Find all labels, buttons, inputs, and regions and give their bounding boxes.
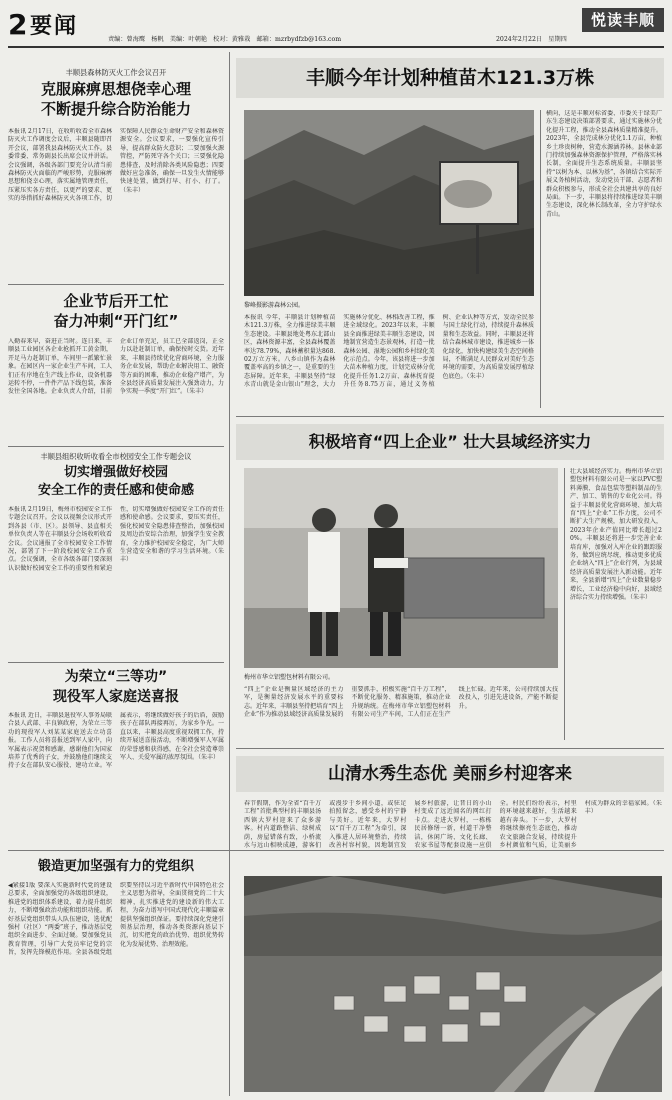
article-title: 现役军人家庭送喜报 bbox=[53, 689, 179, 705]
article-title: 安全工作的责任感和使命感 bbox=[37, 483, 194, 498]
article-title: 锻造更加坚强有力的党组织 bbox=[37, 859, 194, 874]
article-forest-fire bbox=[8, 68, 224, 278]
section-logo-text: 悦读丰顺 bbox=[590, 11, 655, 29]
section-name: 要闻 bbox=[30, 14, 79, 39]
village-story bbox=[236, 752, 664, 1094]
divider bbox=[236, 748, 664, 749]
divider bbox=[8, 662, 224, 663]
village-photo bbox=[244, 876, 662, 1092]
article-title: 不断提升综合防治能力 bbox=[40, 100, 191, 118]
divider bbox=[8, 446, 224, 447]
lead-story bbox=[236, 52, 664, 412]
village-aerial-illustration bbox=[244, 876, 662, 1092]
lead-headline: 丰顺今年计划种植苗木121.3万株 bbox=[236, 58, 664, 98]
article-party-building bbox=[8, 858, 224, 1094]
section-logo bbox=[582, 8, 664, 32]
lead-body: 本报讯 今年，丰顺县计划种植苗木121.3万株，全力推进绿美丰顺生态建设。丰顺县地处粤东北部山区，森林资源丰富，全县森林覆盖率达78.79%，森林蓄积量达868.02万立方米。八乡山镇作为森林覆盖率高的乡镇之一，是重要的生态屏障。近年来，丰顺县坚持“绿水青山就是金山银山”理念，大力实施林分优化、林相改善工程，推进全域绿化。2023年以来，丰顺县全面推进绿美丰顺生态建设，因地制宜营造生态景观林，打造一批森林公园、湿地公园和乡村绿化美化示范点。今年，该县将进一步加大苗木种植力度，计划完成林分优化提升任务1.2万亩、森林抚育提升任务8.75万亩，通过义务植树、企业认种等方式，发动全民参与国土绿化行动，持续提升森林质量和生态效益。同时，丰顺县还将结合森林城市建设，推进城乡一体化绿化，加快构建绿美生态空间格局，不断满足人民群众对美好生态环境的需要，为高质量发展厚植绿色底色。（朱丰） bbox=[244, 314, 534, 389]
article-military-family bbox=[8, 668, 224, 846]
article-body: 本报讯 近日，丰顺县退役军人事务局联合县人武部、丰良镇政府，为荣立三等功的现役军人刘某某家庭送去立功喜报。工作人员将喜报送到军人家中，向军属表示祝贺和感谢，感谢他们为国家培养了优秀的子女，并鼓励他们继续支持子女在部队安心服役、建功立业。军属表示，将继续做好孩子的后盾，鼓励孩子在部队再接再厉，为家乡争光。一直以来，丰顺县高度重视双拥工作，持续开展送喜报活动，不断增强军人军属的荣誉感和获得感，在全社会营造尊崇军人、关爱军属的浓厚氛围。（朱丰） bbox=[8, 712, 224, 770]
masthead bbox=[8, 8, 664, 48]
article-title: 奋力冲刺“开门红” bbox=[53, 312, 179, 330]
column-divider bbox=[540, 110, 541, 408]
feature-photo bbox=[244, 468, 558, 668]
masthead-rule bbox=[8, 46, 664, 48]
article-kicker: 丰顺县组织收听收看全市校园安全工作专题会议 bbox=[40, 452, 192, 461]
feature-headline: 积极培育“四上企业” 壮大县域经济实力 bbox=[236, 424, 664, 460]
article-school-safety bbox=[8, 452, 224, 658]
lead-side-body: 横向，这是丰顺对标省委、市委关于绿美广东生态建设决策部署要求，通过实施林分优化提升工程，推动全县森林质量精准提升。2023年，全县完成林分优化1.1万亩，种植乡土珍贵树种，营造水源涵养林。县林业部门持续加强森林资源保护管理，严格落实林长制，全面提升生态系统质量。丰顺县坚持“以树为本、以林为基”，各镇结合实际开展义务植树活动，发动党员干部、志愿者和群众积极参与，形成全社会共建共享的良好局面。下一步，丰顺县将持续推进绿美丰顺生态建设，深化林长制改革，全力守护绿水青山。 bbox=[546, 110, 662, 218]
lead-photo bbox=[244, 110, 534, 296]
mountain-photo-illustration bbox=[244, 110, 534, 296]
feature-side-body: 壮大县域经济实力。梅州市华立铝塑包材料有限公司是一家以PVC塑料薄膜、食品包装等塑料制品的生产、加工、销售的专业化公司。得益于丰顺县优化营商环境、加大培育“四上“企业”工作力度，公司不断扩大生产规模，加大研发投入，2023年企业产值同比增长超过20%。丰顺县还将进一步完善企业培育库，加强对入库企业的跟踪服务，做到应统尽统，推动更多优质企业纳入“四上”企业行列，为县域经济高质量发展注入新动能。近年来，全县新增“四上”企业数量稳步增长，工业经济稳中向好，县域经济综合实力持续增强。（朱丰） bbox=[570, 468, 662, 602]
article-title: 企业节后开工忙 bbox=[63, 292, 169, 310]
article-body: 本报讯 2月17日，在收听收看全市森林防灭火工作调度会议后，丰顺县随即召开会议，部署我县森林防灭火工作。县委常委、常务副县长出席会议并讲话。会议强调，各级各部门要充分认清当前森林防灭火面临的严峻形势，克服麻痹思想和侥幸心理，落实属地管理责任，压紧压实各方责任，以更严的要求、更实的举措抓好森林防灭火各项工作，切实保障人民群众生命财产安全和森林资源安全。会议要求，一要强化宣传引导，提高群众防火意识；二要加强火源管控，严防死守各个关口；三要强化隐患排查，及时消除各类风险隐患；四要做好应急准备，确保一旦发生火情能够快速处置，做到打早、打小、打了。（朱丰） bbox=[8, 128, 224, 203]
article-body: 本报讯 2月19日，梅州市校园安全工作专题会议召开。会议以视频会议形式开到各县（市、区）。县领导、县直相关单位负责人等在丰顺县分会场收听收看会议。会议通报了全市校园安全工作情况，部署了下一阶段校园安全工作重点。会议强调，全市各级各部门要深刻认识做好校园安全工作的重要性和紧迫性，切实增强做好校园安全工作的责任感和使命感。会议要求，要压实责任，强化校园安全隐患排查整治，加强校园及周边治安综合治理，加强学生安全教育，全力维护校园安全稳定，为广大师生营造安全和谐的学习生活环境。（朱丰） bbox=[8, 506, 224, 572]
column-divider bbox=[564, 468, 565, 740]
feature-photo-caption: 梅州市华立铝塑包材料有限公司。 bbox=[244, 674, 335, 681]
divider bbox=[8, 284, 224, 285]
feature-body: “四上”企业是衡量区域经济的主力军，是衡量经济发展水平的重要标志。近年来，丰顺县坚持把培育“四上企业”作为推动县域经济高质量发展的重要抓手，积极实施“百千万工程”，不断优化服务、精准施策，推动企业升规纳统。在梅州市华立铝塑包材料有限公司生产车间，工人们正在生产线上忙碌。近年来，公司持续加大技改投入，引进先进设备，产能不断提升。 bbox=[244, 686, 558, 719]
article-title: 切实增强做好校园 bbox=[63, 465, 168, 480]
article-body: 入勤春来早，奋进正当时。连日来，丰顺县工业园区各企业抢抓开工黄金期，开足马力赶制订单，车间里一派繁忙景象。在园区内一家企业生产车间，工人们正有序地在生产线上作业，设备机器运转不停，一件件产品下线包装，准备发往全国各地。企业负责人介绍，目前企业订单充足，员工已全部返岗，正全力以赴赶制订单，确保按时交货。近年来，丰顺县持续优化营商环境，全力服务企业发展，帮助企业解决用工、融资等方面的困难，推动企业稳产增产，为全县经济高质量发展注入强劲动力，力争实现一季度“开门红”。（朱丰） bbox=[8, 338, 224, 396]
village-headline: 山清水秀生态优 美丽乡村迎客来 bbox=[236, 756, 664, 792]
factory-photo-illustration bbox=[244, 468, 558, 668]
column-divider bbox=[229, 52, 230, 1096]
lead-photo-caption: 黎峰摄影游森林公园。 bbox=[244, 302, 305, 309]
page-number: 2 bbox=[8, 8, 28, 41]
article-title: 克服麻痹思想侥幸心理 bbox=[40, 80, 191, 98]
editor-line: 责编：曾海鹰 杨帆 美编：叶朝艳 校对：黄雅栽 邮箱：mzrbydfzb@163.com bbox=[108, 36, 342, 43]
village-body: 春节假期，作为全省“百千万工程”首批典型村的丰顺县汤西镇大罗村迎来了众多游客。村内道路整洁、绿树成荫，房屋错落有致，小桥流水与远山相映成趣，游客们或漫步于乡间小道，或驻足拍照留念，感受乡村的宁静与美好。近年来，大罗村以“百千万工程”为牵引，深入推进人居环境整治，持续改善村容村貌，因地制宜发展乡村旅游，让昔日的小山村变成了远近闻名的网红打卡点。走进大罗村，一栋栋民居修缮一新，村道干净整洁，休闲广场、文化长廊、农家书屋等配套设施一应俱全。村民们纷纷表示，村里的环境越来越好，生活越来越有奔头。下一步，大罗村将继续擦亮生态底色，推动农文旅融合发展，持续提升乡村颜值和气质，让美丽乡村成为群众的幸福家园。（朱丰） bbox=[244, 800, 662, 850]
article-enterprise bbox=[8, 292, 224, 440]
article-title: 为荣立“三等功” bbox=[64, 669, 168, 685]
article-body: ◀紧接1版 要深入实施新时代党的建设总要求，全面加强党的各级组织建设，推进党的组织体系建设，着力提升组织力，不断增强政治功能和组织功能。抓好基层党组织带头人队伍建设，选优配强村（社区）“两委”班子，推动基层党组织全面进步、全面过硬。要加强党员教育管理，引导广大党员牢记党的宗旨，发挥先锋模范作用。全县各级党组织要坚持以习近平新时代中国特色社会主义思想为指导，全面贯彻党的二十大精神，扎实推进党的建设新的伟大工程，为奋力谱写中国式现代化丰顺篇章提供坚强组织保证。要持续深化党建引领基层治理，推动各类资源向基层下沉，切实把党的政治优势、组织优势转化为发展优势、治理效能。 bbox=[8, 882, 224, 957]
divider bbox=[236, 416, 664, 417]
feature-story bbox=[236, 420, 664, 742]
issue-date: 2024年2月22日 星期四 bbox=[496, 36, 567, 43]
article-kicker: 丰顺县森林防灭火工作会议召开 bbox=[65, 68, 167, 77]
